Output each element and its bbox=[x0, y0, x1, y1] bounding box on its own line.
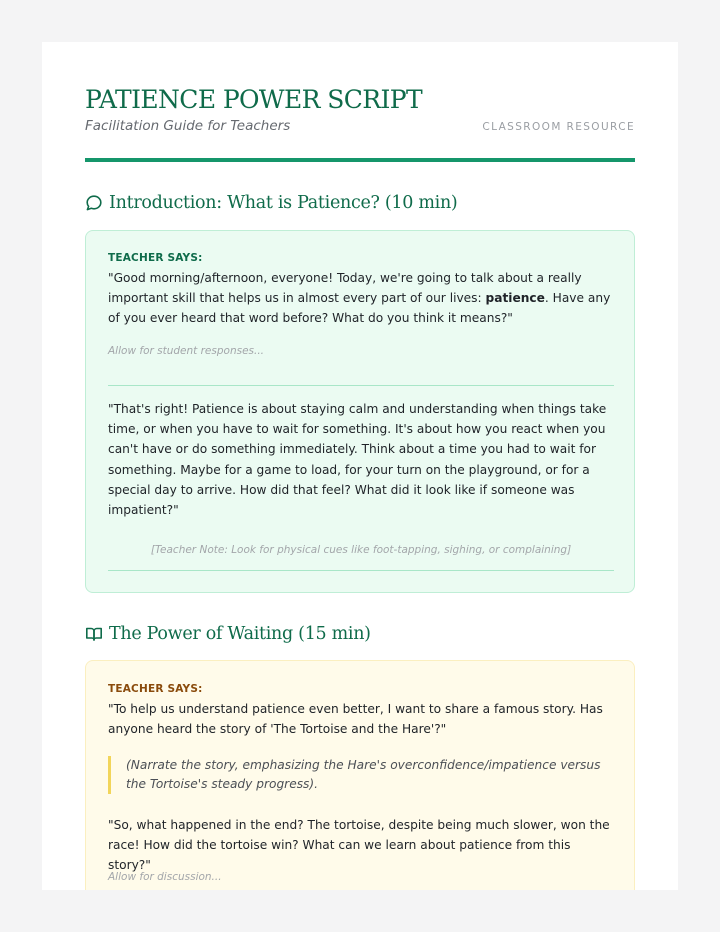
teacher-script-paragraph: "So, what happened in the end? The tortoise, despite being much slower, won the race! How did the tortoise win? What can we learn about patience from this story?" bbox=[108, 818, 610, 873]
teacher-script-paragraph: "To help us understand patience even better, I want to share a famous story. Has anyone heard the story of 'The Tortoise and the Hare'?" bbox=[108, 702, 603, 737]
section-heading: The Power of Waiting (15 min) bbox=[109, 624, 371, 644]
card-divider bbox=[108, 385, 614, 386]
discussion-note: Allow for discussion... bbox=[108, 871, 222, 883]
teacher-says-label: TEACHER SAYS: bbox=[108, 683, 203, 695]
open-book-icon bbox=[85, 625, 103, 643]
header-rule bbox=[85, 158, 635, 162]
page-subtitle: Facilitation Guide for Teachers bbox=[85, 118, 291, 134]
response-note: Allow for student responses... bbox=[108, 345, 265, 357]
narration-quote: (Narrate the story, emphasizing the Hare's overconfidence/impatience versus the Tortoise's steady progress). bbox=[108, 756, 614, 794]
speech-bubble-icon bbox=[85, 194, 103, 212]
section-heading: Introduction: What is Patience? (10 min) bbox=[109, 193, 458, 213]
section-introduction-heading bbox=[85, 193, 457, 213]
introduction-card bbox=[85, 230, 635, 593]
section-waiting-heading bbox=[85, 624, 371, 644]
card-divider bbox=[108, 570, 614, 571]
teacher-says-label: TEACHER SAYS: bbox=[108, 252, 203, 264]
paragraph-text: "Good morning/afternoon, everyone! Today, we're going to talk about a really important skill that helps us in almost every part of our lives: bbox=[108, 271, 582, 306]
bold-keyword: patience bbox=[485, 291, 545, 306]
paragraph-text: . Have any of you ever heard that word before? What do you think it means?" bbox=[108, 291, 611, 326]
resource-label: CLASSROOM RESOURCE bbox=[482, 121, 635, 133]
page-title: PATIENCE POWER SCRIPT bbox=[85, 85, 423, 114]
teacher-note: [Teacher Note: Look for physical cues like foot-tapping, sighing, or complaining] bbox=[150, 544, 572, 556]
document-page bbox=[42, 42, 678, 890]
waiting-card bbox=[85, 660, 635, 890]
teacher-script-paragraph: "That's right! Patience is about staying calm and understanding when things take time, or when you have to wait for something. It's about how you react when you can't have or do something immediately. Think about a time you had to wait for something. Maybe for a game to load, for your turn on the playground, or for a special day to arrive. How did that feel? What did it look like if someone was impatient?" bbox=[108, 402, 607, 518]
teacher-script-paragraph bbox=[108, 268, 616, 329]
